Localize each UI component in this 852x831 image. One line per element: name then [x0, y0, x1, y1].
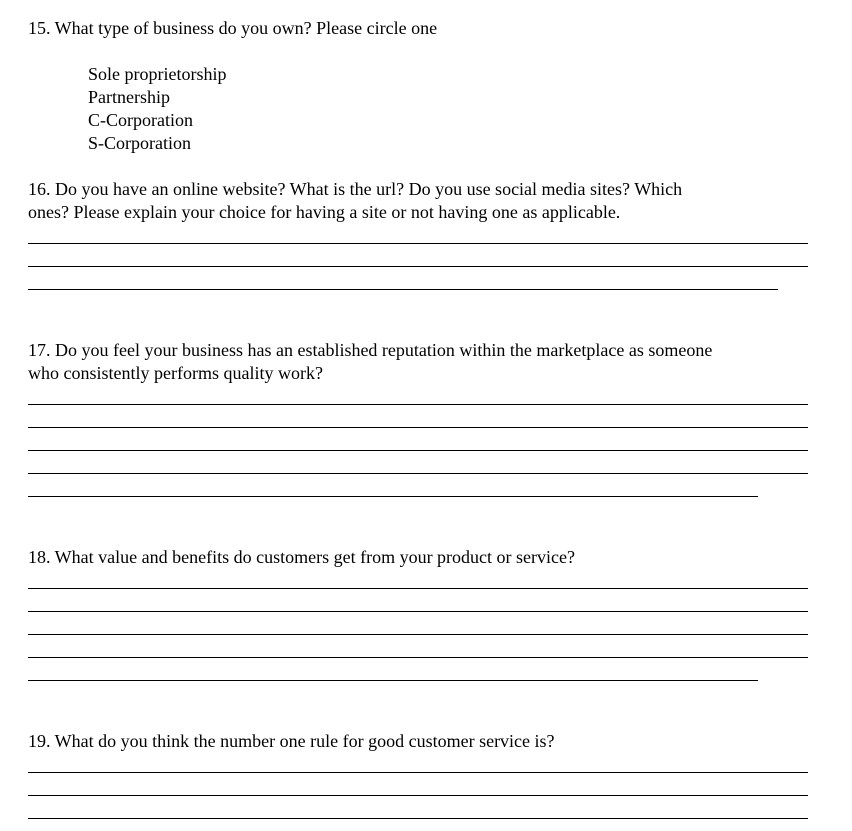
answer-line[interactable] [28, 611, 808, 612]
question-15: 15. What type of business do you own? Please circle one [28, 18, 438, 38]
answer-line[interactable] [28, 289, 778, 290]
answer-line[interactable] [28, 496, 758, 497]
question-17-line-2: who consistently performs quality work? [28, 363, 323, 383]
question-16-line-1: 16. Do you have an online website? What is the url? Do you use social media sites? Which [28, 179, 683, 199]
option-s-corporation[interactable]: S-Corporation [88, 133, 191, 153]
question-18: 18. What value and benefits do customers get from your product or service? [28, 547, 575, 567]
answer-line[interactable] [28, 772, 808, 773]
question-17-line-1: 17. Do you feel your business has an established reputation within the marketplace as someone [28, 340, 713, 360]
answer-line[interactable] [28, 680, 758, 681]
answer-line[interactable] [28, 266, 808, 267]
option-c-corporation[interactable]: C-Corporation [88, 110, 193, 130]
answer-line[interactable] [28, 243, 808, 244]
answer-line[interactable] [28, 588, 808, 589]
question-16-line-2: ones? Please explain your choice for having a site or not having one as applicable. [28, 202, 621, 222]
answer-line[interactable] [28, 473, 808, 474]
answer-line[interactable] [28, 450, 808, 451]
answer-line[interactable] [28, 657, 808, 658]
option-partnership[interactable]: Partnership [88, 87, 170, 107]
option-sole-proprietorship[interactable]: Sole proprietorship [88, 64, 227, 84]
answer-line[interactable] [28, 634, 808, 635]
question-19: 19. What do you think the number one rule for good customer service is? [28, 731, 555, 751]
answer-line[interactable] [28, 404, 808, 405]
answer-line[interactable] [28, 427, 808, 428]
answer-line[interactable] [28, 818, 808, 819]
answer-line[interactable] [28, 795, 808, 796]
